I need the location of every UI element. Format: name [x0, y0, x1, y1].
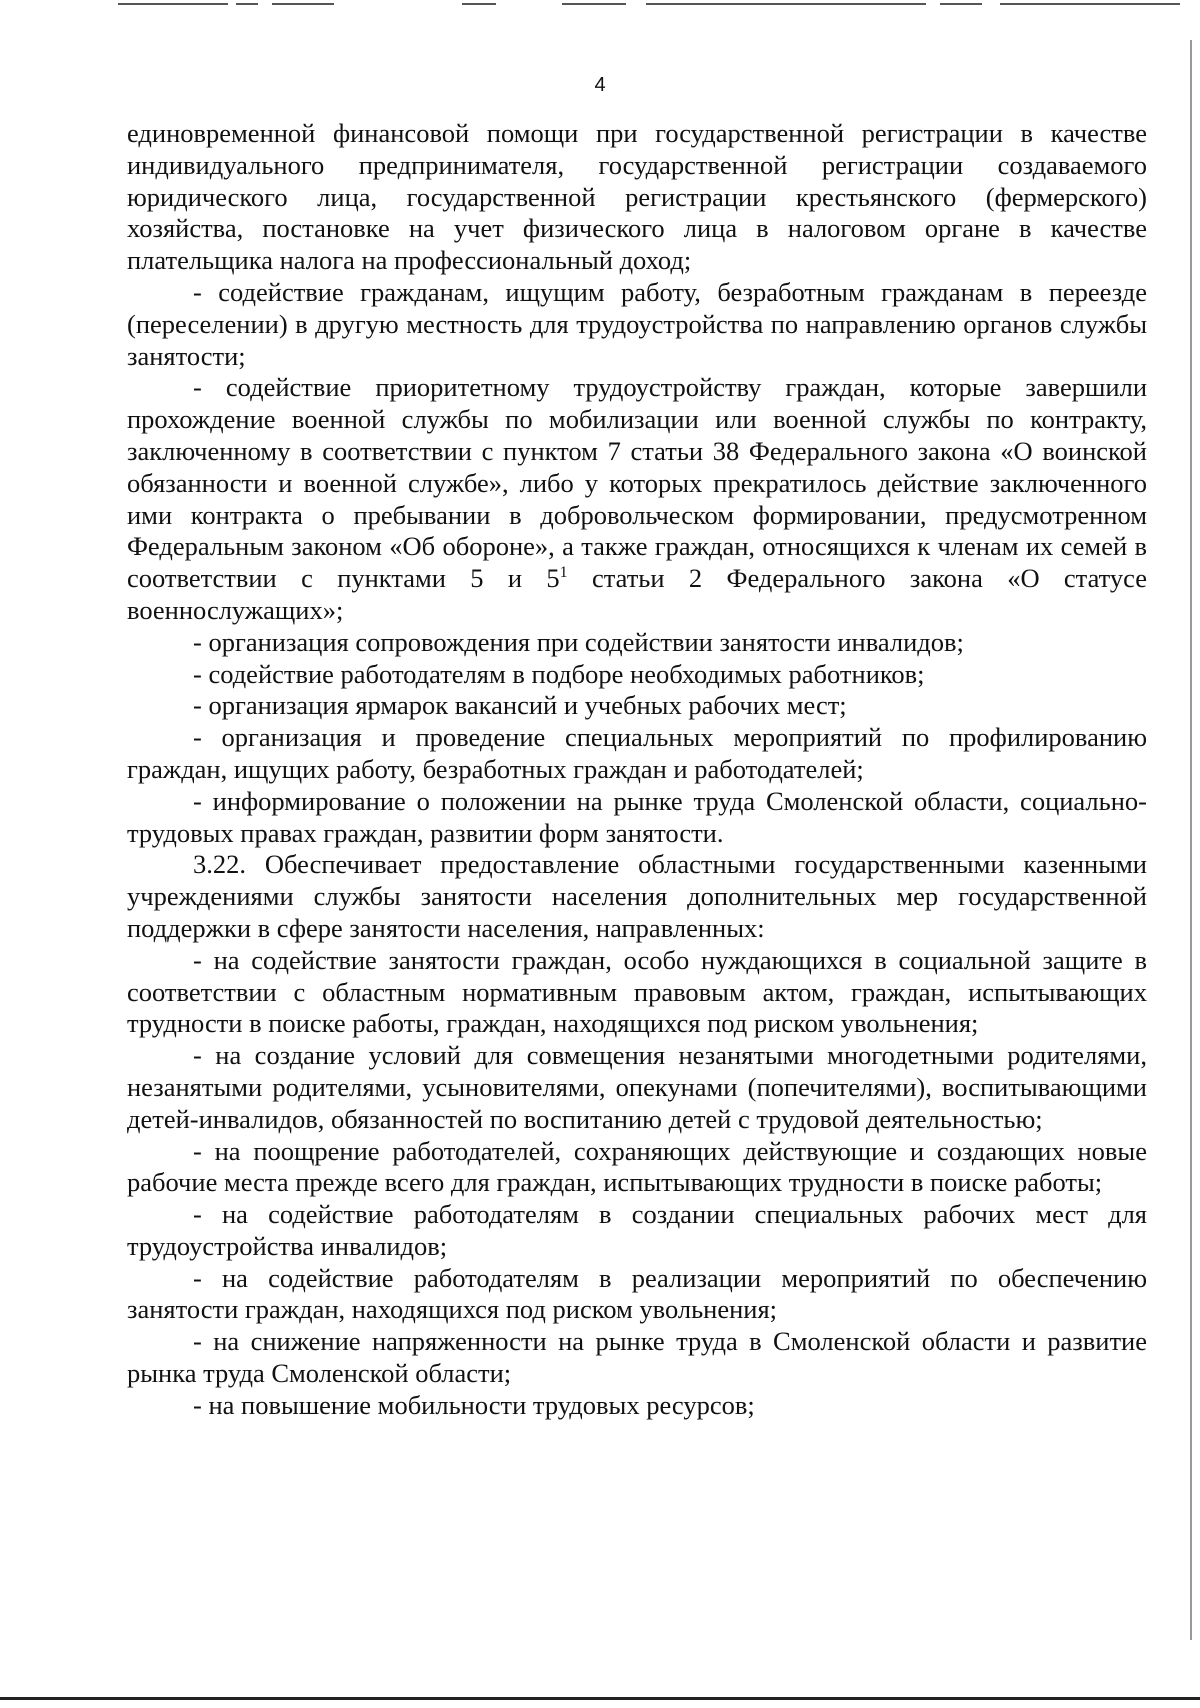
- paragraph: единовременной финансовой помощи при государственной регистрации в качестве индивидуального предпринимателя, государственной регистрации создаваемого юридического лица, государственной регистрации крестьянского (фермерского) хозяйства, постановке на учет физического лица в налоговом органе в качестве плательщика налога на профессиональный доход;: [127, 118, 1147, 276]
- paragraph: - на содействие работодателям в создании специальных рабочих мест для трудоустройства инвалидов;: [127, 1199, 1147, 1261]
- scan-artifact-right: [1190, 40, 1192, 1640]
- paragraph: [127, 372, 1147, 626]
- paragraph: - на создание условий для совмещения незанятыми многодетными родителями, незанятыми родителями, усыновителями, опекунами (попечителями), воспитывающими детей-инвалидов, обязанностей по воспитанию детей с трудовой деятельностью;: [127, 1040, 1147, 1134]
- paragraph: - организация сопровождения при содействии занятости инвалидов;: [193, 626, 964, 657]
- paragraph-text: - содействие приоритетному трудоустройству граждан, которые завершили прохождение военной службы по мобилизации или военной службы по контракту, заключенному в соответствии с пунктом 7 статьи 38 Федерального закона «О воинской обязанности и военной службе», либо у которых прекратилось действие заключенного ими контракта о пребывании в добровольческом формировании, предусмотренном Федеральным законом «Об обороне», а также граждан, относящихся к членам их семей в соответствии с пунктами 5 и 5: [127, 372, 1147, 594]
- paragraph: - содействие гражданам, ищущим работу, безработным гражданам в переезде (переселении) в другую местность для трудоустройства по направлению органов службы занятости;: [127, 276, 1147, 371]
- paragraph: - организация ярмарок вакансий и учебных рабочих мест;: [193, 690, 847, 721]
- paragraph: - на поощрение работодателей, сохраняющих действующие и создающих новые рабочие места прежде всего для граждан, испытывающих трудности в поиске работы;: [127, 1135, 1147, 1198]
- paragraph: - на снижение напряженности на рынке труда в Смоленской области и развитие рынка труда Смоленской области;: [127, 1326, 1147, 1389]
- paragraph: - на содействие работодателям в реализации мероприятий по обеспечению занятости граждан, находящихся под риском увольнения;: [127, 1262, 1147, 1325]
- document-body: [127, 118, 1147, 1422]
- page-number: 4: [594, 74, 606, 96]
- paragraph: - информирование о положении на рынке труда Смоленской области, социально-трудовых правах граждан, развитии форм занятости.: [127, 785, 1147, 848]
- paragraph: - на содействие занятости граждан, особо нуждающихся в социальной защите в соответствии с областным нормативным правовым актом, граждан, испытывающих трудности в поиске работы, граждан, находящихся под риском увольнения;: [127, 944, 1147, 1039]
- superscript: 1: [559, 564, 568, 582]
- paragraph: - на повышение мобильности трудовых ресурсов;: [193, 1389, 755, 1420]
- paragraph-text: статьи 2 Федерального закона «О статусе военнослужащих»;: [127, 563, 1147, 625]
- scan-artifact-top: [0, 0, 1200, 12]
- scan-artifact-bottom: [0, 1697, 1200, 1700]
- paragraph: - организация и проведение специальных мероприятий по профилированию граждан, ищущих работу, безработных граждан и работодателей;: [127, 722, 1147, 784]
- paragraph: - содействие работодателям в подборе необходимых работников;: [193, 658, 925, 689]
- paragraph: 3.22. Обеспечивает предоставление областными государственными казенными учреждениями службы занятости населения дополнительных мер государственной поддержки в сфере занятости населения, направленных:: [127, 849, 1147, 943]
